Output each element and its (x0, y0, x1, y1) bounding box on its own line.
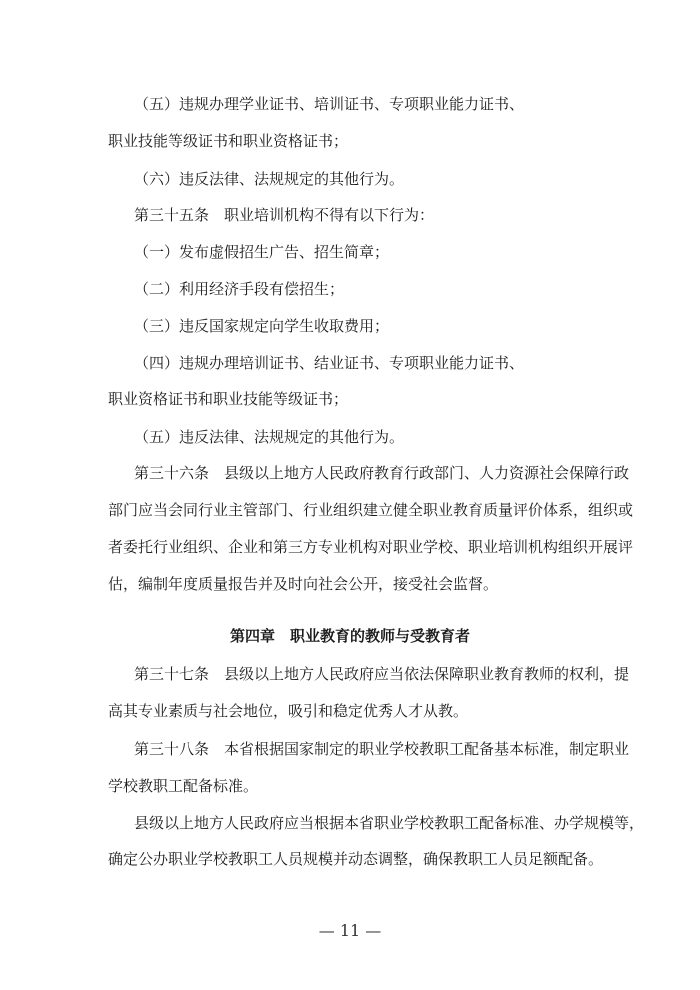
chapter-heading: 第四章 职业教育的教师与受教育者 (229, 627, 470, 645)
article-36-title: 第三十六条 县级以上地方人民政府教育行政部门、人力资源社会保障行政 (134, 464, 630, 482)
text-line: 部门应当会同行业主管部门、行业组织建立健全职业教育质量评价体系，组织或 (108, 501, 634, 519)
text-line: （四）违规办理培训证书、结业证书、专项职业能力证书、 (134, 354, 525, 372)
text-line: （六）违反法律、法规规定的其他行为。 (134, 170, 405, 188)
text-line: （三）违反国家规定向学生收取费用； (134, 317, 390, 335)
text-line: 确定公办职业学校教职工人员规模并动态调整，确保教职工人员足额配备。 (108, 850, 604, 868)
text-line: 学校教职工配备标准。 (108, 777, 259, 795)
page-number: — 11 — (318, 921, 382, 940)
article-38-title: 第三十八条 本省根据国家制定的职业学校教职工配备基本标准，制定职业 (134, 740, 630, 758)
text-line: 估，编制年度质量报告并及时向社会公开，接受社会监督。 (108, 575, 499, 593)
text-line: 者委托行业组织、企业和第三方专业机构对职业学校、职业培训机构组织开展评 (108, 538, 634, 556)
article-35-title: 第三十五条 职业培训机构不得有以下行为： (134, 206, 435, 224)
text-line: 职业技能等级证书和职业资格证书； (108, 132, 349, 150)
text-line: （五）违反法律、法规规定的其他行为。 (134, 428, 405, 446)
text-line: （五）违规办理学业证书、培训证书、专项职业能力证书、 (134, 95, 525, 113)
text-line: 县级以上地方人民政府应当根据本省职业学校教职工配备标准、办学规模等， (134, 814, 645, 832)
text-line: （二）利用经济手段有偿招生； (134, 280, 345, 298)
text-line: （一）发布虚假招生广告、招生简章； (134, 243, 390, 261)
article-37-title: 第三十七条 县级以上地方人民政府应当依法保障职业教育教师的权利，提 (134, 665, 630, 683)
text-line: 高其专业素质与社会地位，吸引和稳定优秀人才从教。 (108, 702, 469, 720)
text-line: 职业资格证书和职业技能等级证书； (108, 390, 349, 408)
